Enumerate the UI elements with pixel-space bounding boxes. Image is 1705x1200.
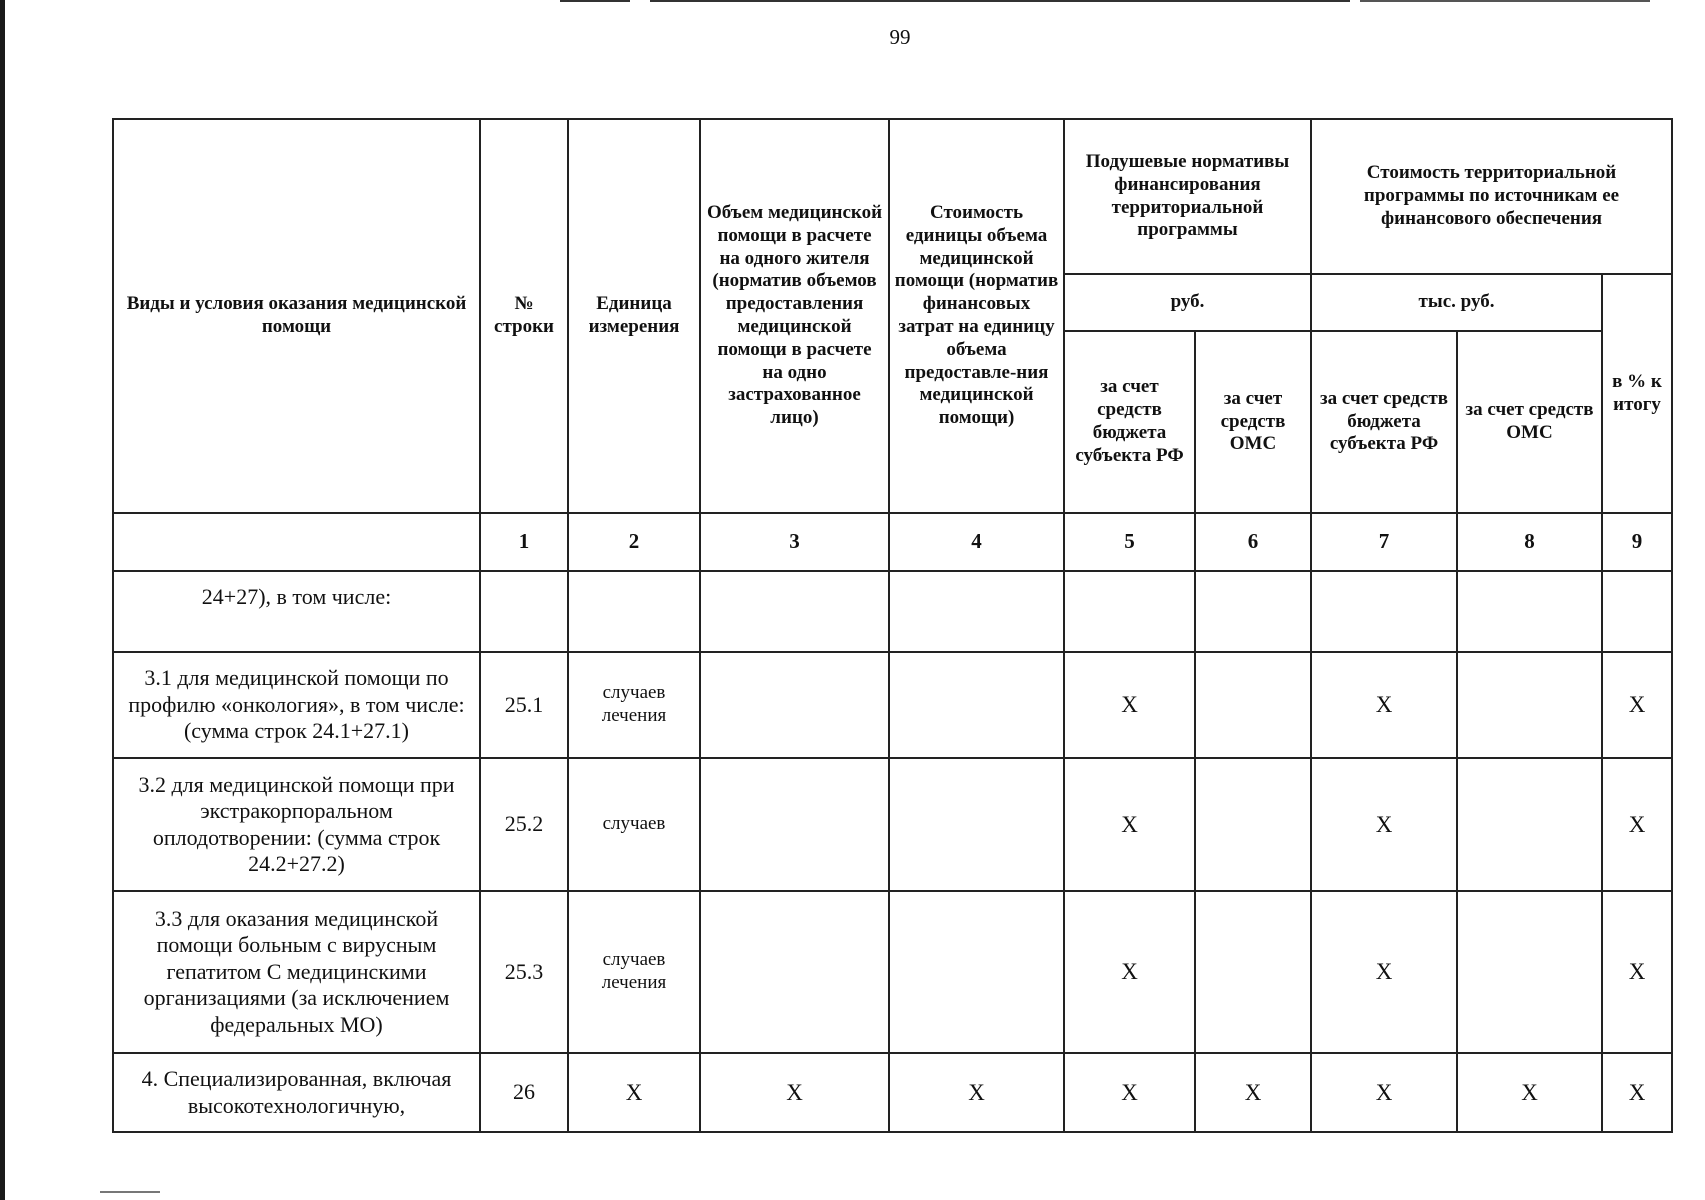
row-number: 25.2	[480, 758, 568, 891]
column-numbers-row	[113, 513, 1672, 571]
row-number: 25.3	[480, 891, 568, 1053]
cell-budget-thous: X	[1311, 891, 1457, 1053]
cell-pct: X	[1602, 652, 1672, 758]
cell-cost	[889, 571, 1064, 652]
cell-oms-rub	[1195, 571, 1311, 652]
cell-oms-thous	[1457, 758, 1602, 891]
col-number: 9	[1602, 513, 1672, 571]
cell-oms-rub: X	[1195, 1053, 1311, 1132]
header-row-no: № строки	[480, 119, 568, 513]
page-number: 99	[889, 25, 911, 49]
header-per-capita: Подушевые нормативы финансирования территориальной программы	[1064, 119, 1311, 274]
col-number: 5	[1064, 513, 1195, 571]
header-unit: Единица измерения	[568, 119, 700, 513]
cell-budget-rub: X	[1064, 652, 1195, 758]
row-label: 24+27), в том числе:	[113, 571, 480, 652]
cell-oms-rub	[1195, 891, 1311, 1053]
cell-budget-rub	[1064, 571, 1195, 652]
row-number: 25.1	[480, 652, 568, 758]
table-row	[113, 652, 1672, 758]
col-number: 6	[1195, 513, 1311, 571]
cell-pct: X	[1602, 1053, 1672, 1132]
cell-budget-rub: X	[1064, 1053, 1195, 1132]
row-label: 4. Специализированная, включая высокотехнологичную,	[113, 1053, 480, 1132]
row-unit: случаев лечения	[568, 652, 700, 758]
cell-budget-thous: X	[1311, 652, 1457, 758]
row-label: 3.1 для медицинской помощи по профилю «онкология», в том числе: (сумма строк 24.1+27.1)	[113, 652, 480, 758]
cell-oms-thous: X	[1457, 1053, 1602, 1132]
top-rule	[1360, 0, 1650, 2]
cell-budget-thous	[1311, 571, 1457, 652]
cell-volume	[700, 758, 889, 891]
cell-cost: X	[889, 1053, 1064, 1132]
page-edge	[0, 0, 5, 1200]
cell-volume	[700, 891, 889, 1053]
cell-oms-thous	[1457, 571, 1602, 652]
header-budget-rf-2: за счет средств бюджета субъекта РФ	[1311, 331, 1457, 513]
row-label: 3.2 для медицинской помощи при экстракорпоральном оплодотворении: (сумма строк 24.2+27.2)	[113, 758, 480, 891]
header-row-1	[113, 119, 1672, 274]
financing-table	[112, 118, 1673, 1133]
col-number: 8	[1457, 513, 1602, 571]
header-oms-2: за счет средств ОМС	[1457, 331, 1602, 513]
row-number: 26	[480, 1053, 568, 1132]
cell-pct: X	[1602, 758, 1672, 891]
cell-budget-thous: X	[1311, 758, 1457, 891]
table-row	[113, 571, 1672, 652]
cell-oms-thous	[1457, 891, 1602, 1053]
header-types: Виды и условия оказания медицинской помощи	[113, 119, 480, 513]
cell-cost	[889, 652, 1064, 758]
row-unit: случаев лечения	[568, 891, 700, 1053]
cell-volume	[700, 571, 889, 652]
cell-oms-rub	[1195, 758, 1311, 891]
col-number: 2	[568, 513, 700, 571]
header-pct: в % к итогу	[1602, 274, 1672, 513]
row-number	[480, 571, 568, 652]
cell-volume: X	[700, 1053, 889, 1132]
cell-budget-rub: X	[1064, 758, 1195, 891]
scan-mark	[100, 1191, 160, 1193]
col-number: 3	[700, 513, 889, 571]
header-program-cost: Стоимость территориальной программы по источникам ее финансового обеспечения	[1311, 119, 1672, 274]
top-rule	[650, 0, 1350, 2]
cell-volume	[700, 652, 889, 758]
header-thous-rub: тыс. руб.	[1311, 274, 1602, 331]
cell-pct	[1602, 571, 1672, 652]
table-row	[113, 891, 1672, 1053]
cell-budget-rub: X	[1064, 891, 1195, 1053]
table-row	[113, 1053, 1672, 1132]
col-number: 7	[1311, 513, 1457, 571]
cell-oms-thous	[1457, 652, 1602, 758]
row-label: 3.3 для оказания медицинской помощи больным с вирусным гепатитом С медицинскими организациями (за исключением федеральных МО)	[113, 891, 480, 1053]
col-number: 4	[889, 513, 1064, 571]
header-rub: руб.	[1064, 274, 1311, 331]
row-unit: случаев	[568, 758, 700, 891]
top-rule	[560, 0, 630, 2]
cell-budget-thous: X	[1311, 1053, 1457, 1132]
table-row	[113, 758, 1672, 891]
row-unit	[568, 571, 700, 652]
header-oms: за счет средств ОМС	[1195, 331, 1311, 513]
cell-oms-rub	[1195, 652, 1311, 758]
row-unit: X	[568, 1053, 700, 1132]
header-cost: Стоимость единицы объема медицинской помощи (норматив финансовых затрат на единицу объема предоставле-ния медицинской помощи)	[889, 119, 1064, 513]
cell-cost	[889, 758, 1064, 891]
cell-cost	[889, 891, 1064, 1053]
header-budget-rf: за счет средств бюджета субъекта РФ	[1064, 331, 1195, 513]
cell-pct: X	[1602, 891, 1672, 1053]
col-number	[113, 513, 480, 571]
col-number: 1	[480, 513, 568, 571]
header-volume: Объем медицинской помощи в расчете на одного жителя (норматив объемов предоставления медицинской помощи в расчете на одно застрахованное лицо)	[700, 119, 889, 513]
